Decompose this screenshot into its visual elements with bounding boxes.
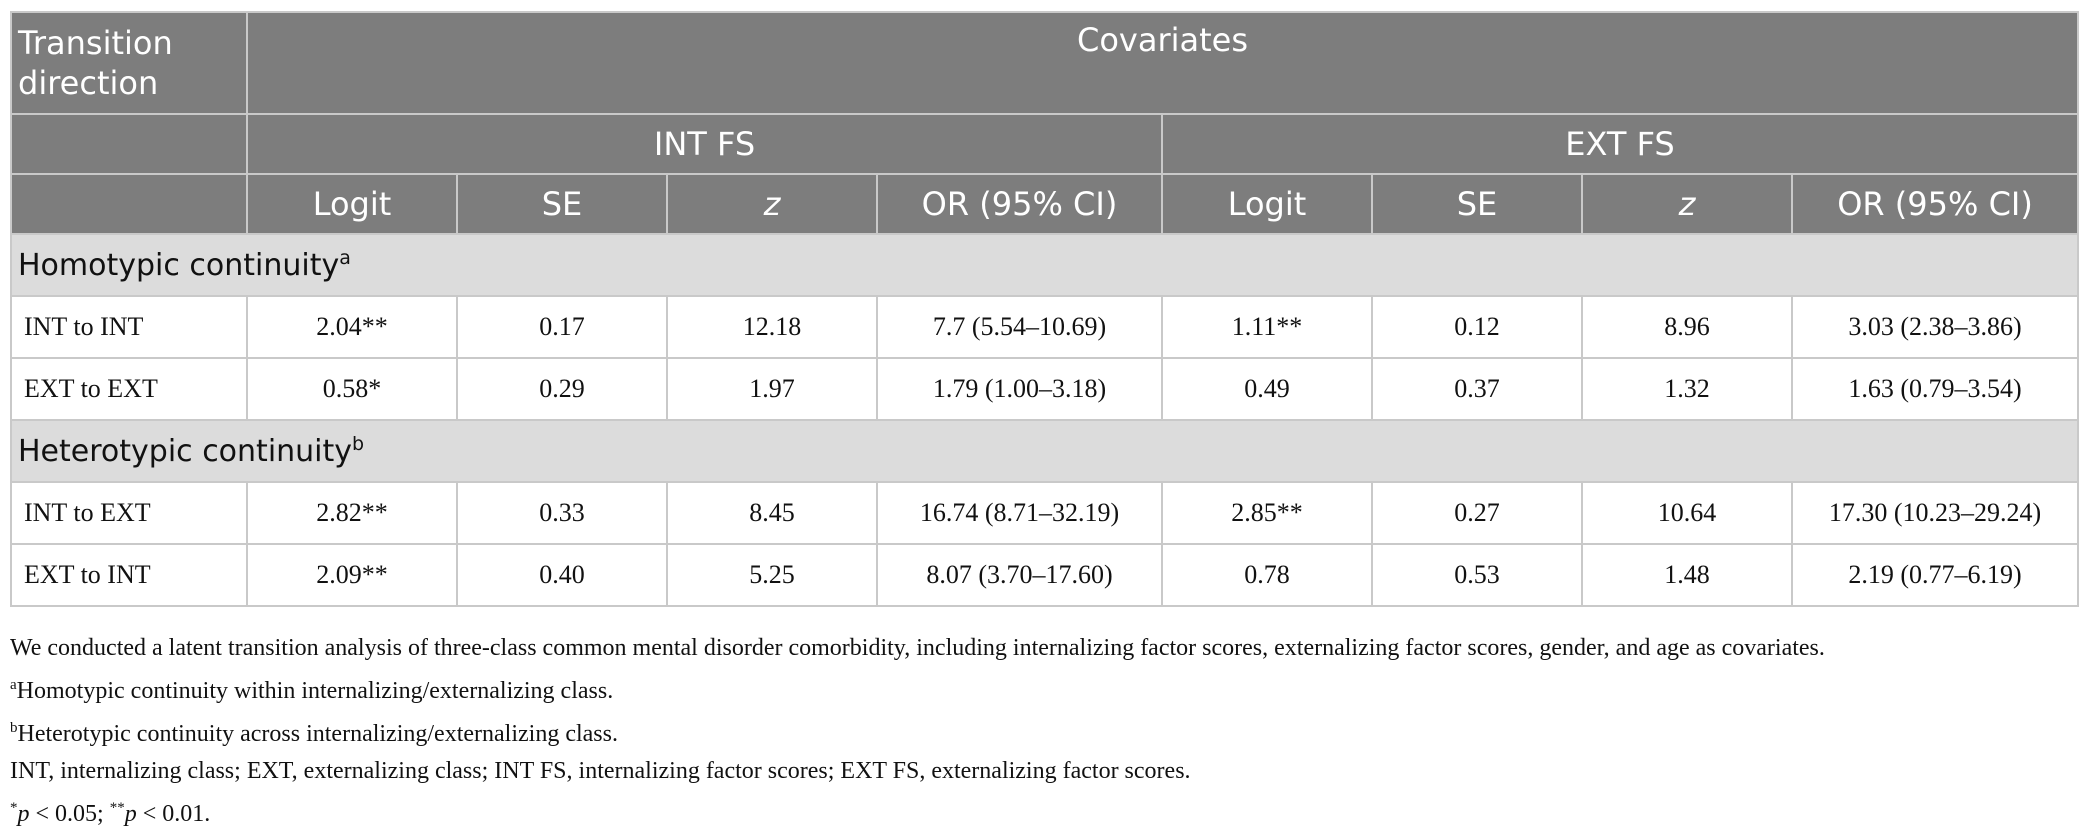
section-header-homotypic: Homotypic continuity$^a$ <box>11 234 2078 296</box>
col-header-logit: Logit <box>247 174 457 234</box>
table-cell: 5.25 <box>667 544 877 606</box>
row-label: INT to INT <box>11 296 247 358</box>
row-label: EXT to EXT <box>11 358 247 420</box>
table-row <box>11 544 2078 606</box>
table-cell: 1.48 <box>1582 544 1792 606</box>
table-row <box>11 358 2078 420</box>
table-cell: 0.37 <box>1372 358 1582 420</box>
col-header-or: OR (95% CI) <box>877 174 1162 234</box>
table-cell: 0.53 <box>1372 544 1582 606</box>
table-cell: 2.09** <box>247 544 457 606</box>
table-cell: 0.29 <box>457 358 667 420</box>
covariates-header: Covariates <box>247 12 2078 114</box>
table-cell: 2.85** <box>1162 482 1372 544</box>
ext-fs-header: EXT FS <box>1162 114 2078 174</box>
table-cell: 1.32 <box>1582 358 1792 420</box>
table-cell: 16.74 (8.71–32.19) <box>877 482 1162 544</box>
footnote-main: We conducted a latent transition analysis of three-class common mental disorder comorbidity, including internalizing factor scores, externalizing factor scores, gender, and age as covariates. <box>10 635 1825 661</box>
table-cell: 7.7 (5.54–10.69) <box>877 296 1162 358</box>
table-cell: 0.33 <box>457 482 667 544</box>
table-cell: 8.96 <box>1582 296 1792 358</box>
col-header-se: SE <box>1372 174 1582 234</box>
footnote-b: $^b$Heterotypic continuity across internalizing/externalizing class. <box>10 720 618 747</box>
table-cell: 0.17 <box>457 296 667 358</box>
footnote-significance: *p < 0.05; **p < 0.01. <box>10 800 211 827</box>
transition-direction-header: Transition direction <box>11 12 247 114</box>
table-cell: 0.49 <box>1162 358 1372 420</box>
empty-header-cell <box>11 114 247 174</box>
section-header-heterotypic: Heterotypic continuity$^b$ <box>11 420 2078 482</box>
table-cell: 1.63 (0.79–3.54) <box>1792 358 2078 420</box>
col-header-logit: Logit <box>1162 174 1372 234</box>
table-cell: 17.30 (10.23–29.24) <box>1792 482 2078 544</box>
footnote-abbreviations: INT, internalizing class; EXT, externalizing class; INT FS, internalizing factor scores; EXT FS, externalizing factor scores. <box>10 758 1191 784</box>
table-cell: 0.78 <box>1162 544 1372 606</box>
table-cell: 1.11** <box>1162 296 1372 358</box>
table-cell: 2.19 (0.77–6.19) <box>1792 544 2078 606</box>
table-cell: 3.03 (2.38–3.86) <box>1792 296 2078 358</box>
results-table <box>10 11 2079 607</box>
table-cell: 10.64 <box>1582 482 1792 544</box>
row-label: EXT to INT <box>11 544 247 606</box>
col-header-z: z <box>1582 174 1792 234</box>
int-fs-header: INT FS <box>247 114 1162 174</box>
empty-header-cell <box>11 174 247 234</box>
table-cell: 0.27 <box>1372 482 1582 544</box>
footnote-a: $^a$Homotypic continuity within internalizing/externalizing class. <box>10 677 614 704</box>
table-cell: 2.82** <box>247 482 457 544</box>
results-table-container <box>10 11 2077 607</box>
table-cell: 0.12 <box>1372 296 1582 358</box>
table-cell: 0.58* <box>247 358 457 420</box>
col-header-z: z <box>667 174 877 234</box>
table-cell: 8.45 <box>667 482 877 544</box>
table-cell: 1.79 (1.00–3.18) <box>877 358 1162 420</box>
table-cell: 2.04** <box>247 296 457 358</box>
table-row <box>11 482 2078 544</box>
col-header-se: SE <box>457 174 667 234</box>
table-cell: 8.07 (3.70–17.60) <box>877 544 1162 606</box>
table-footnotes <box>10 630 2080 833</box>
table-cell: 0.40 <box>457 544 667 606</box>
row-label: INT to EXT <box>11 482 247 544</box>
col-header-or: OR (95% CI) <box>1792 174 2078 234</box>
table-cell: 1.97 <box>667 358 877 420</box>
table-row <box>11 296 2078 358</box>
table-cell: 12.18 <box>667 296 877 358</box>
